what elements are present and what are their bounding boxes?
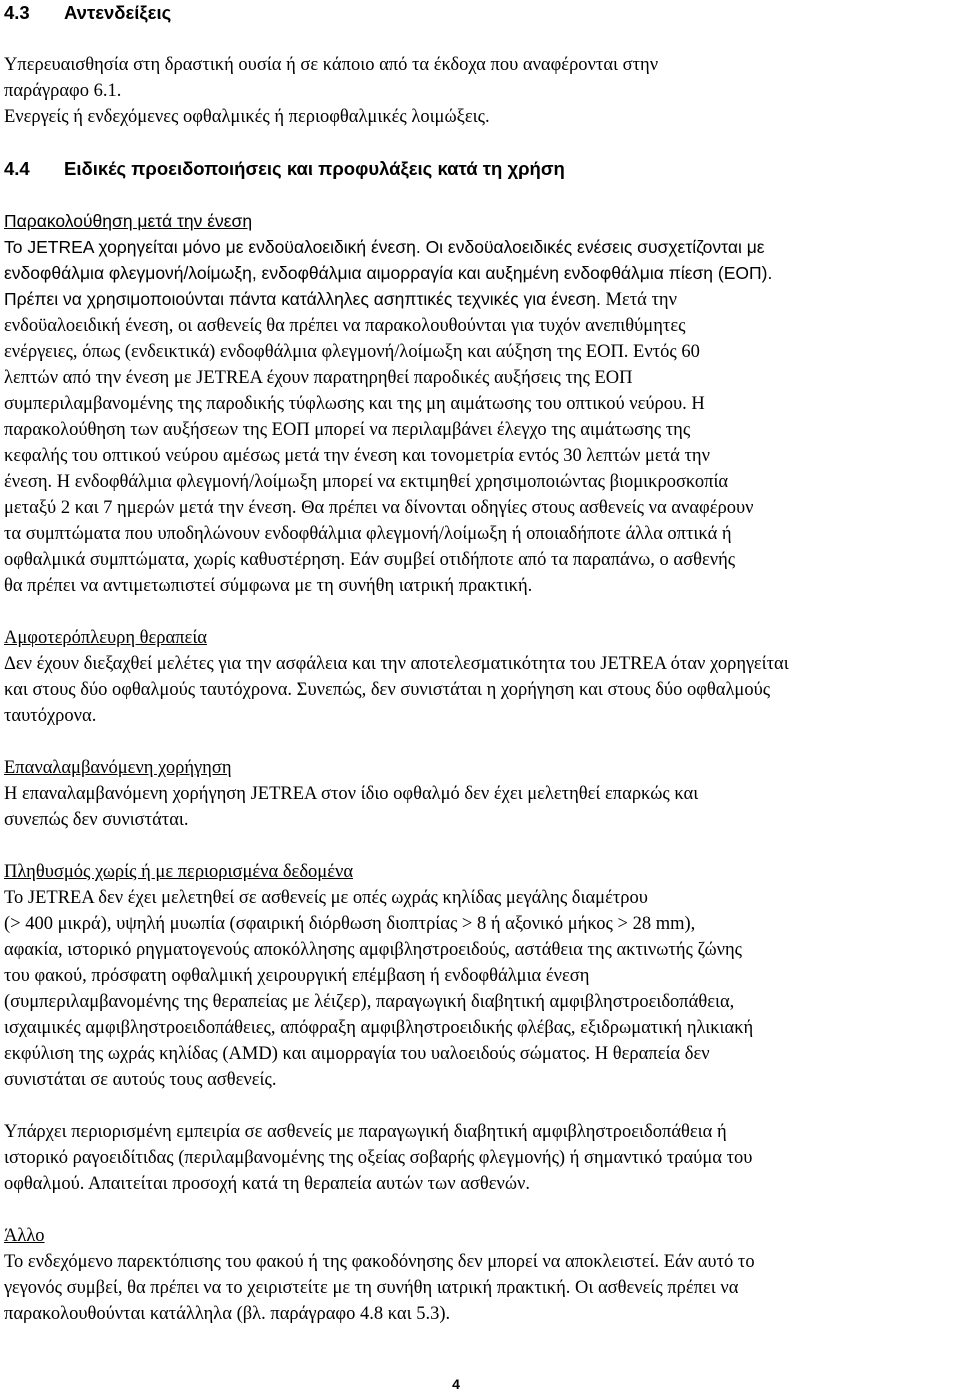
monitoring-block: [4, 208, 959, 599]
text-line: και στους δύο οφθαλμούς ταυτόχρονα. Συνεπώς, δεν συνιστάται η χορήγηση και στους δύο οφθαλμούς: [4, 680, 771, 700]
text-line: ένεση. Η ενδοφθάλμια φλεγμονή/λοίμωξη μπορεί να εκτιμηθεί χρησιμοποιώντας βιομικροσκοπία: [4, 472, 729, 492]
text-line: ενέργειες, όπως (ενδεικτικά) ενδοφθάλμια φλεγμονή/λοίμωξη και αύξηση της ΕΟΠ. Εντός 60: [4, 342, 700, 362]
subsection-heading: Αμφοτερόπλευρη θεραπεία: [4, 628, 207, 648]
repeat-block: [4, 755, 959, 833]
page-number: 4: [452, 1376, 460, 1392]
text-line: συμπεριλαμβανομένης της παροδικής τύφλωσης και της μη αιμάτωσης του οπτικού νεύρου. Η: [4, 394, 705, 414]
limited-data-block: [4, 859, 959, 1093]
section-4-3-heading: [4, 0, 959, 26]
text-line: του φακού, πρόσφατη οφθαλμική χειρουργική επέμβαση ή ενδοφθάλμια ένεση: [4, 966, 590, 986]
text-line: παράγραφο 6.1.: [4, 81, 122, 101]
text-line: ιστορικό ραγοειδίτιδας (περιλαμβανομένης της οξείας σοβαρής φλεγμονής) ή σημαντικό τραύμα του: [4, 1148, 753, 1168]
subsection-heading: Πληθυσμός χωρίς ή με περιορισμένα δεδομένα: [4, 862, 354, 882]
text-line: κεφαλής του οπτικού νεύρου αμέσως μετά την ένεση και τονομετρία εντός 30 λεπτών μετά την: [4, 446, 710, 466]
text-line: οφθαλμού. Απαιτείται προσοχή κατά τη θεραπεία αυτών των ασθενών.: [4, 1174, 531, 1194]
text-line: Το ενδεχόμενο παρεκτόπισης του φακού ή της φακοδόνησης δεν μπορεί να αποκλειστεί. Εάν αυτό το: [4, 1252, 755, 1272]
text-line: παρακολουθούνται κατάλληλα (βλ. παράγραφο 4.8 και 5.3).: [4, 1304, 451, 1324]
subsection-heading: Επαναλαμβανόμενη χορήγηση: [4, 758, 232, 778]
section-title: Αντενδείξεις: [64, 2, 172, 23]
section-title: Ειδικές προειδοποιήσεις και προφυλάξεις κατά τη χρήση: [64, 158, 565, 179]
text-line: Πρέπει να χρησιμοποιούνται πάντα κατάλληλες ασηπτικές τεχνικές για ένεση.: [4, 289, 601, 309]
text-line: λεπτών από την ένεση με JETREA έχουν παρατηρηθεί παροδικές αυξήσεις της ΕΟΠ: [4, 368, 633, 388]
text-line: Υπερευαισθησία στη δραστική ουσία ή σε κάποιο από τα έκδοχα που αναφέρονται στην: [4, 55, 659, 75]
text-line: ενδοϋαλοειδική ένεση, οι ασθενείς θα πρέπει να παρακολουθούνται για τυχόν ανεπιθύμητες: [4, 316, 686, 336]
contraindications-text: [4, 52, 959, 130]
subsection-heading: Παρακολούθηση μετά την ένεση: [4, 211, 253, 231]
text-line: Το JETREA δεν έχει μελετηθεί σε ασθενείς με οπές ωχράς κηλίδας μεγάλης διαμέτρου: [4, 888, 648, 908]
text-line: Η επαναλαμβανόμενη χορήγηση JETREA στον ίδιο οφθαλμό δεν έχει μελετηθεί επαρκώς και: [4, 784, 699, 804]
text-line: Δεν έχουν διεξαχθεί μελέτες για την ασφάλεια και την αποτελεσματικότητα του JETREA όταν χορηγείται: [4, 654, 789, 674]
text-line: θα πρέπει να αντιμετωπιστεί σύμφωνα με τη συνήθη ιατρική πρακτική.: [4, 576, 533, 596]
text-line: ενδοφθάλμια φλεγμονή/λοίμωξη, ενδοφθάλμια αιμορραγία και αυξημένη ενδοφθάλμια πίεση (ΕΟΠ).: [4, 263, 773, 283]
text-line: παρακολούθηση των αυξήσεων της ΕΟΠ μπορεί να περιλαμβάνει έλεγχο της αιμάτωσης της: [4, 420, 691, 440]
text-line: μεταξύ 2 και 7 ημερών μετά την ένεση. Θα πρέπει να δίνονται οδηγίες στους ασθενείς να αναφέρουν: [4, 498, 754, 518]
document-page: [4, 0, 959, 1327]
bilateral-block: [4, 625, 959, 729]
subsection-heading: Άλλο: [4, 1226, 45, 1246]
text-line: εκφύλιση της ωχράς κηλίδας (AMD) και αιμορραγία του υαλοειδούς σώματος. Η θεραπεία δεν: [4, 1044, 710, 1064]
text-line: (συμπεριλαμβανομένης της θεραπείας με λέιζερ), παραγωγική διαβητική αμφιβληστροειδοπάθεια,: [4, 992, 735, 1012]
limited-data-block-2: [4, 1119, 959, 1197]
section-4-4-heading: [4, 156, 959, 182]
text-fragment: Μετά την: [605, 290, 677, 310]
text-line: Υπάρχει περιορισμένη εμπειρία σε ασθενείς με παραγωγική διαβητική αμφιβληστροειδοπάθεια ή: [4, 1122, 727, 1142]
text-line: συνεπώς δεν συνιστάται.: [4, 810, 189, 830]
text-line: γεγονός συμβεί, θα πρέπει να το χειριστείτε με τη συνήθη ιατρική πρακτική. Οι ασθενείς πρέπει να: [4, 1278, 739, 1298]
text-line: οφθαλμικά συμπτώματα, χωρίς καθυστέρηση. Εάν συμβεί οτιδήποτε από τα παραπάνω, ο ασθενής: [4, 550, 736, 570]
text-line: ταυτόχρονα.: [4, 706, 97, 726]
other-block: [4, 1223, 959, 1327]
text-line: αφακία, ιστορικό ρηγματογενούς αποκόλλησης αμφιβληστροειδούς, αστάθεια της ακτινωτής ζώνης: [4, 940, 743, 960]
text-line: τα συμπτώματα που υποδηλώνουν ενδοφθάλμια φλεγμονή/λοίμωξη ή οποιαδήποτε άλλα οπτικά ή: [4, 524, 732, 544]
text-line: συνιστάται σε αυτούς τους ασθενείς.: [4, 1070, 277, 1090]
text-line: (> 400 μικρά), υψηλή μυωπία (σφαιρική διόρθωση διοπτρίας > 8 ή αξονικό μήκος > 28 mm),: [4, 914, 696, 934]
text-line: Το JETREA χορηγείται μόνο με ενδοϋαλοειδική ένεση. Οι ενδοϋαλοειδικές ενέσεις συσχετίζονται με: [4, 237, 765, 257]
section-number: 4.4: [4, 158, 30, 179]
text-line: Ενεργείς ή ενδεχόμενες οφθαλμικές ή περιοφθαλμικές λοιμώξεις.: [4, 107, 490, 127]
section-number: 4.3: [4, 2, 30, 23]
text-line: ισχαιμικές αμφιβληστροειδοπάθειες, απόφραξη αμφιβληστροειδικής φλέβας, εξιδρωματική ηλικιακή: [4, 1018, 754, 1038]
